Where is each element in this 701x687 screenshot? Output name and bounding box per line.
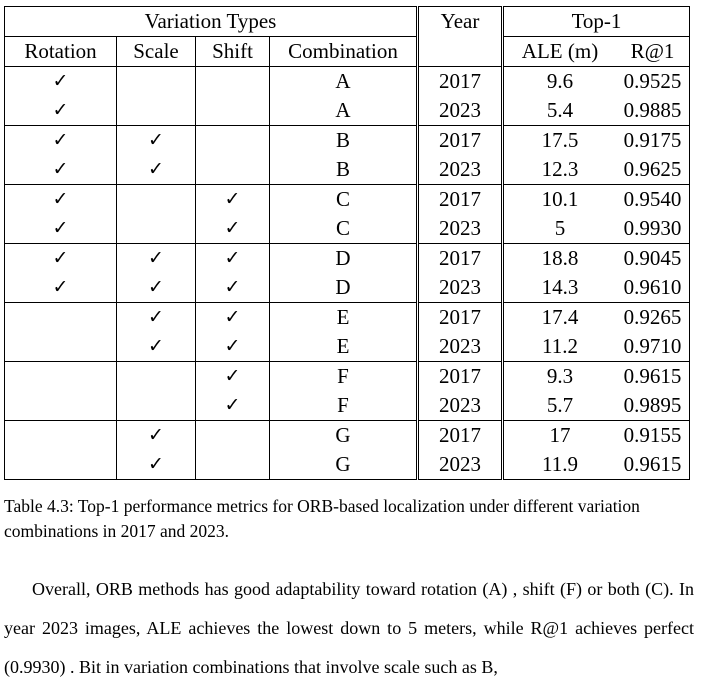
scale-cell: ✓ — [117, 421, 196, 451]
scale-cell — [117, 185, 196, 215]
scale-cell: ✓ — [117, 332, 196, 362]
rotation-cell: ✓ — [5, 244, 117, 274]
ale-cell: 14.3 — [503, 273, 617, 303]
paragraph-text: Overall, ORB methods has good adaptability toward rotation (A) , shift (F) or both (C). In year 2023 images, ALE achieves the lowest down to 5 meters, while R@1 achieves perfect (0.9930) . Bit in variation combinations that involve scale such as B, — [4, 579, 694, 677]
ale-cell: 17.5 — [503, 126, 617, 156]
ale-cell: 11.2 — [503, 332, 617, 362]
r1-cell: 0.9895 — [616, 391, 690, 421]
shift-cell: ✓ — [196, 391, 270, 421]
shift-cell — [196, 126, 270, 156]
ale-cell: 17.4 — [503, 303, 617, 333]
rotation-cell — [5, 332, 117, 362]
combination-header: Combination — [270, 37, 418, 67]
rotation-cell: ✓ — [5, 96, 117, 126]
year-cell: 2017 — [418, 421, 503, 451]
scale-cell: ✓ — [117, 126, 196, 156]
year-cell: 2023 — [418, 155, 503, 185]
variation-types-header: Variation Types — [5, 7, 418, 37]
year-cell: 2023 — [418, 273, 503, 303]
table-row — [5, 273, 690, 303]
year-cell: 2017 — [418, 126, 503, 156]
ale-cell: 5.7 — [503, 391, 617, 421]
shift-cell — [196, 421, 270, 451]
combination-cell: B — [270, 126, 418, 156]
r1-cell: 0.9710 — [616, 332, 690, 362]
rotation-cell: ✓ — [5, 67, 117, 97]
combination-cell: A — [270, 67, 418, 97]
shift-cell — [196, 155, 270, 185]
year-cell: 2017 — [418, 303, 503, 333]
table-row — [5, 126, 690, 156]
shift-cell — [196, 67, 270, 97]
ale-cell: 9.3 — [503, 362, 617, 392]
year-cell: 2023 — [418, 96, 503, 126]
shift-cell — [196, 450, 270, 480]
r1-cell: 0.9615 — [616, 362, 690, 392]
ale-cell: 5.4 — [503, 96, 617, 126]
rotation-cell: ✓ — [5, 155, 117, 185]
year-cell: 2023 — [418, 391, 503, 421]
r1-cell: 0.9045 — [616, 244, 690, 274]
r1-cell: 0.9540 — [616, 185, 690, 215]
shift-cell: ✓ — [196, 362, 270, 392]
combination-cell: C — [270, 214, 418, 244]
combination-cell: A — [270, 96, 418, 126]
shift-cell: ✓ — [196, 214, 270, 244]
combination-cell: D — [270, 244, 418, 274]
combination-cell: B — [270, 155, 418, 185]
r1-cell: 0.9930 — [616, 214, 690, 244]
combination-cell: G — [270, 450, 418, 480]
table-row — [5, 303, 690, 333]
shift-cell: ✓ — [196, 273, 270, 303]
scale-cell — [117, 214, 196, 244]
shift-cell: ✓ — [196, 303, 270, 333]
rotation-cell: ✓ — [5, 126, 117, 156]
r1-cell: 0.9155 — [616, 421, 690, 451]
rotation-cell: ✓ — [5, 273, 117, 303]
combination-cell: C — [270, 185, 418, 215]
combination-cell: E — [270, 332, 418, 362]
group-header-row — [5, 7, 690, 37]
r1-cell: 0.9615 — [616, 450, 690, 480]
year-cell: 2017 — [418, 185, 503, 215]
rotation-cell: ✓ — [5, 185, 117, 215]
scale-cell — [117, 67, 196, 97]
scale-cell: ✓ — [117, 244, 196, 274]
year-cell: 2017 — [418, 67, 503, 97]
r1-cell: 0.9625 — [616, 155, 690, 185]
scale-cell — [117, 391, 196, 421]
shift-cell: ✓ — [196, 332, 270, 362]
scale-header: Scale — [117, 37, 196, 67]
table-row — [5, 214, 690, 244]
scale-cell: ✓ — [117, 273, 196, 303]
combination-cell: D — [270, 273, 418, 303]
combination-cell: G — [270, 421, 418, 451]
scale-cell: ✓ — [117, 155, 196, 185]
table-caption: Table 4.3: Top-1 performance metrics for ORB-based localization under different variation combinations in 2017 and 2023. — [4, 496, 640, 541]
ale-cell: 12.3 — [503, 155, 617, 185]
r1-header: R@1 — [616, 37, 690, 67]
scale-cell: ✓ — [117, 303, 196, 333]
rotation-cell — [5, 303, 117, 333]
table-row — [5, 96, 690, 126]
results-table — [4, 6, 690, 480]
shift-cell — [196, 96, 270, 126]
rotation-cell — [5, 421, 117, 451]
combination-cell: F — [270, 362, 418, 392]
r1-cell: 0.9610 — [616, 273, 690, 303]
rotation-cell — [5, 450, 117, 480]
year-cell: 2023 — [418, 332, 503, 362]
year-cell: 2017 — [418, 362, 503, 392]
ale-cell: 17 — [503, 421, 617, 451]
year-subheader — [418, 37, 503, 67]
scale-cell — [117, 96, 196, 126]
table-row — [5, 421, 690, 451]
year-header: Year — [418, 7, 503, 37]
r1-cell: 0.9265 — [616, 303, 690, 333]
table-row — [5, 332, 690, 362]
r1-cell: 0.9175 — [616, 126, 690, 156]
rotation-cell: ✓ — [5, 214, 117, 244]
year-cell: 2023 — [418, 214, 503, 244]
ale-cell: 18.8 — [503, 244, 617, 274]
table-row — [5, 391, 690, 421]
ale-cell: 5 — [503, 214, 617, 244]
ale-cell: 11.9 — [503, 450, 617, 480]
r1-cell: 0.9525 — [616, 67, 690, 97]
table-row — [5, 450, 690, 480]
combination-cell: F — [270, 391, 418, 421]
scale-cell: ✓ — [117, 450, 196, 480]
r1-cell: 0.9885 — [616, 96, 690, 126]
rotation-header: Rotation — [5, 37, 117, 67]
top1-header: Top-1 — [503, 7, 690, 37]
table-row — [5, 244, 690, 274]
table-row — [5, 67, 690, 97]
table-row — [5, 362, 690, 392]
rotation-cell — [5, 362, 117, 392]
shift-header: Shift — [196, 37, 270, 67]
shift-cell: ✓ — [196, 244, 270, 274]
year-cell: 2023 — [418, 450, 503, 480]
table-row — [5, 155, 690, 185]
ale-cell: 10.1 — [503, 185, 617, 215]
ale-cell: 9.6 — [503, 67, 617, 97]
shift-cell: ✓ — [196, 185, 270, 215]
body-paragraph — [4, 570, 694, 687]
table-row — [5, 185, 690, 215]
year-cell: 2017 — [418, 244, 503, 274]
rotation-cell — [5, 391, 117, 421]
ale-header: ALE (m) — [503, 37, 617, 67]
combination-cell: E — [270, 303, 418, 333]
column-header-row — [5, 37, 690, 67]
scale-cell — [117, 362, 196, 392]
